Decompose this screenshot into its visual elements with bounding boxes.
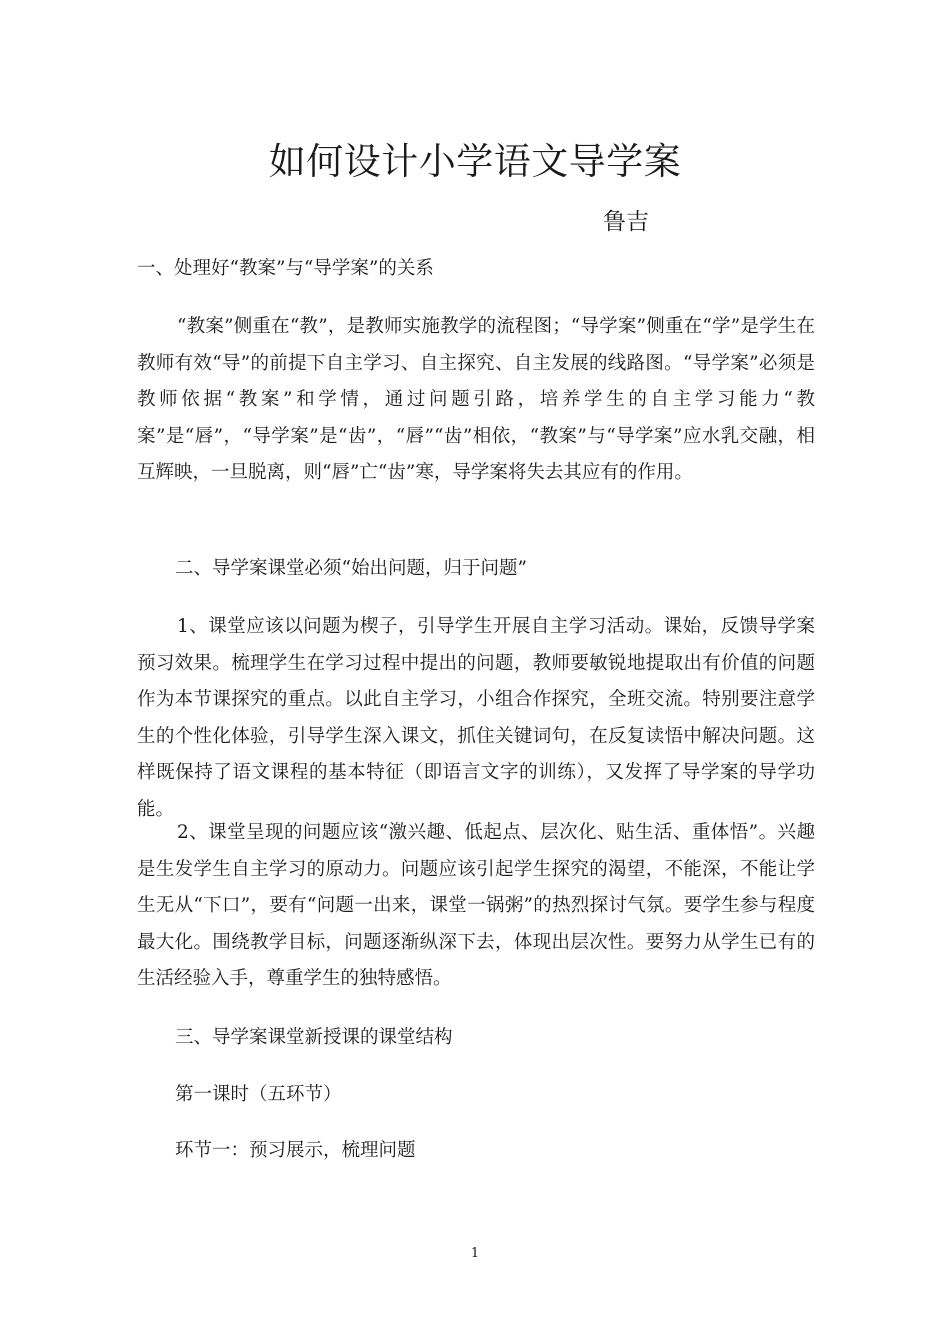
section-1-paragraph-text: “教案”侧重在“教”，是教师实施教学的流程图；“导学案”侧重在“学”是学生在教师有效“导”的前提下自主学习、自主探究、自主发展的线路图。“导学案”必须是教师依据“教案”和学情，通过问题引路，培养学生的自主学习能力“教案”是“唇”，“导学案”是“齿”，“唇”“齿”相依，“教案”与“导学案”应水乳交融，相互辉映，一旦脱离，则“唇”亡“齿”寒，导学案将失去其应有的作用。	[137, 316, 815, 483]
section-2-paragraph-2-text: 2、课堂呈现的问题应该“激兴趣、低起点、层次化、贴生活、重体悟”。兴趣是生发学生自主学习的原动力。问题应该引起学生探究的渴望，不能深，不能让学生无从“下口”，要有“问题一出来，课堂一锅粥”的热烈探讨气氛。要学生参与程度最大化。围绕教学目标，问题逐渐纵深下去，体现出层次性。要努力从学生已有的生活经验入手，尊重学生的独特感悟。	[137, 822, 815, 989]
section-3-step-1: 环节一：预习展示，梳理问题	[175, 1140, 416, 1161]
page-number: 1	[470, 1246, 480, 1261]
section-2-paragraph-1	[137, 609, 815, 828]
section-1-heading: 一、处理好“教案”与“导学案”的关系	[137, 258, 434, 279]
section-3-subheading: 第一课时（五环节）	[175, 1084, 342, 1105]
document-title: 如何设计小学语文导学案	[268, 140, 682, 183]
author-name: 鲁吉	[603, 209, 649, 235]
section-2-paragraph-2	[137, 815, 815, 998]
section-2-paragraph-1-text: 1、课堂应该以问题为楔子，引导学生开展自主学习活动。课始，反馈导学案预习效果。梳理学生在学习过程中提出的问题，教师要敏锐地提取出有价值的问题作为本节课探究的重点。以此自主学习，小组合作探究，全班交流。特别要注意学生的个性化体验，引导学生深入课文，抓住关键词句，在反复读悟中解决问题。这样既保持了语文课程的基本特征（即语言文字的训练），又发挥了导学案的导学功能。	[137, 616, 815, 820]
section-1-paragraph	[137, 309, 815, 492]
section-3-heading: 三、导学案课堂新授课的课堂结构	[175, 1027, 453, 1048]
section-2-heading: 二、导学案课堂必须“始出问题，归于问题”	[175, 558, 527, 579]
